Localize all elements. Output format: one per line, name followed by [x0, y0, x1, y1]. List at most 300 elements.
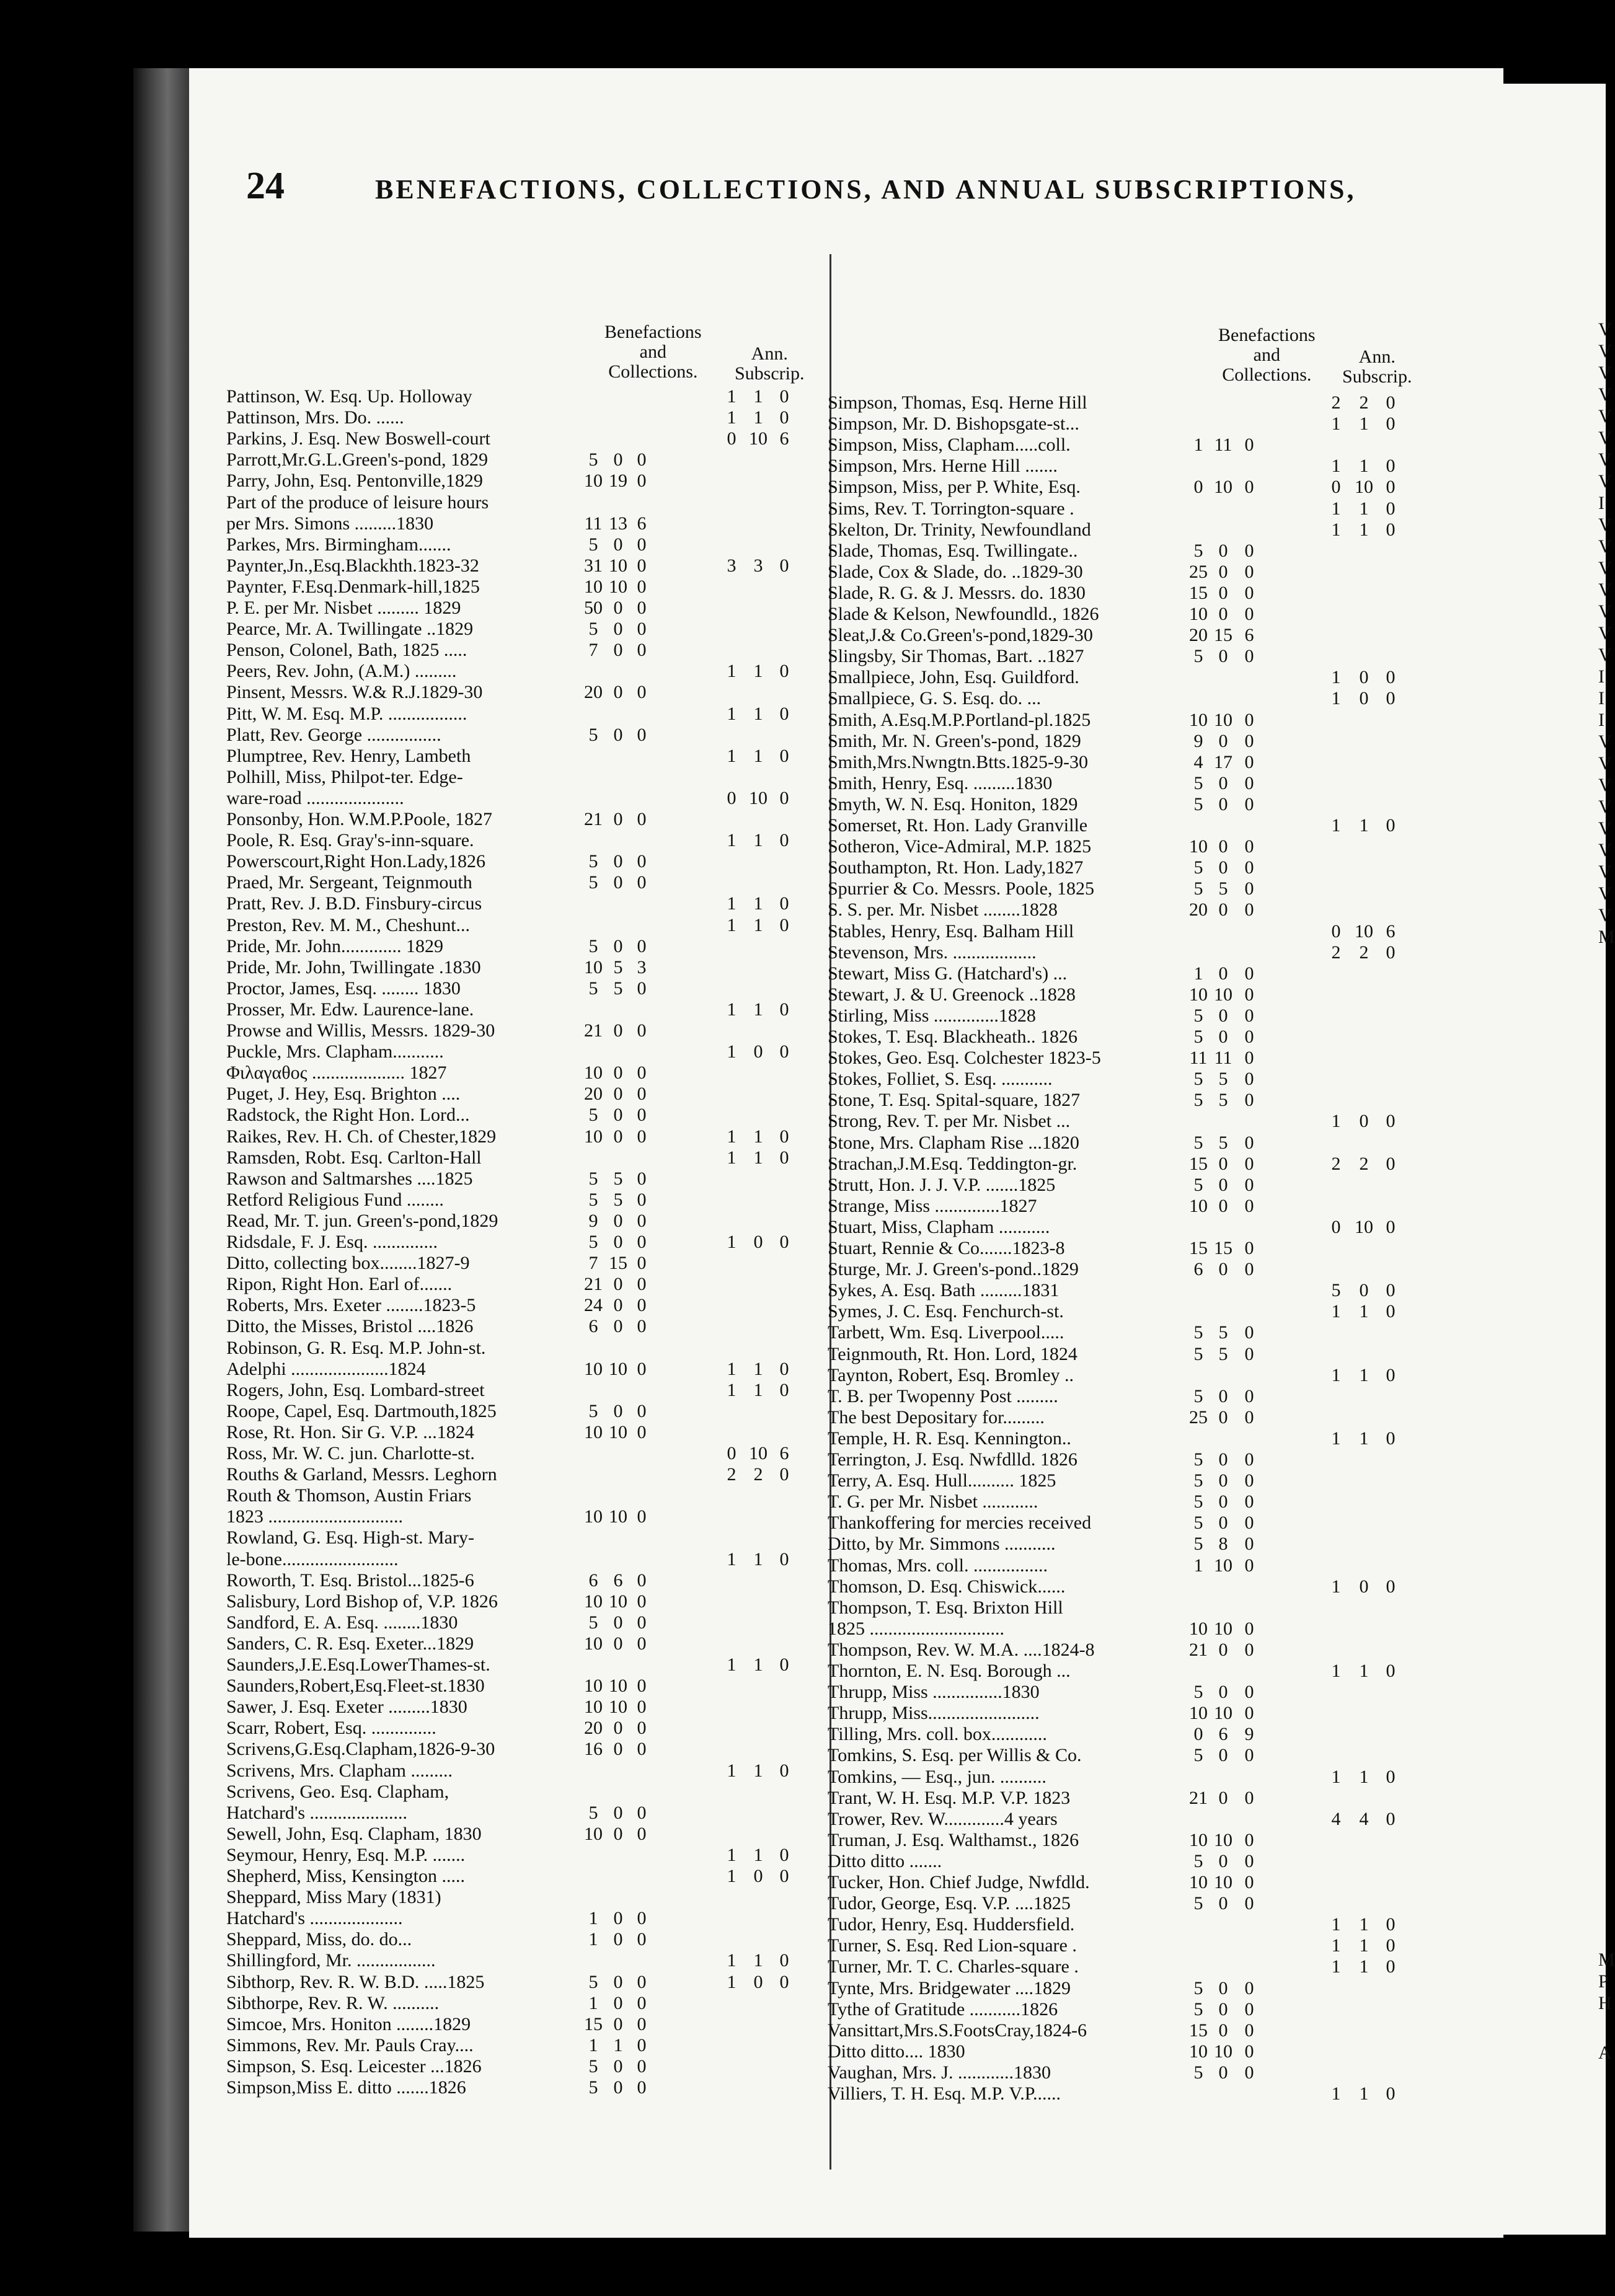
benefaction-amount: 0: [637, 1570, 647, 1591]
entry-name: Vansittart,Mrs.S.FootsCray,1824-6: [828, 2020, 1087, 2041]
benefaction-amount: 0: [1218, 540, 1228, 561]
benefaction-amount: 10: [1214, 1618, 1232, 1639]
benefaction-amount: 0: [1244, 1850, 1254, 1871]
adjacent-page-letter: V: [1598, 406, 1612, 426]
entry-row: [828, 1259, 1485, 1279]
benefaction-amount: 10: [1214, 1829, 1232, 1850]
benefaction-amount: 7: [588, 1253, 598, 1274]
subscription-amount: 1: [1359, 1914, 1369, 1935]
entry-name: Terry, A. Esq. Hull.......... 1825: [828, 1470, 1056, 1491]
benefaction-amount: 0: [1244, 963, 1254, 984]
entry-row: [226, 1485, 865, 1506]
adjacent-page-letter: V: [1598, 753, 1612, 774]
subscription-amount: 0: [1386, 1153, 1396, 1174]
benefaction-amount: 5: [1193, 1893, 1203, 1914]
benefaction-amount: 0: [1218, 1850, 1228, 1871]
entry-name: 1825 .............................: [828, 1618, 1004, 1639]
entry-name: Plumptree, Rev. Henry, Lambeth: [226, 745, 471, 766]
benefaction-amount: 10: [1189, 604, 1208, 624]
subscription-amount: 1: [727, 1358, 737, 1379]
benefaction-amount: 0: [613, 534, 623, 555]
benefaction-amount: 0: [637, 1421, 647, 1442]
entry-row: [226, 640, 865, 660]
entry-row: [828, 1682, 1485, 1702]
benefaction-amount: 0: [637, 1126, 647, 1147]
subscription-amount: 2: [727, 1464, 737, 1485]
benefaction-amount: 0: [637, 619, 647, 640]
benefaction-amount: 0: [1218, 1259, 1228, 1280]
benefaction-amount: 0: [1244, 1449, 1254, 1470]
benefaction-amount: 0: [1218, 1449, 1228, 1470]
benefaction-amount: 0: [637, 872, 647, 893]
entry-row: [828, 1322, 1485, 1343]
subscription-amount: 1: [1331, 1301, 1341, 1322]
entry-row: [828, 794, 1485, 815]
benefaction-amount: 1: [588, 1908, 598, 1929]
benefaction-amount: 0: [1218, 1787, 1228, 1808]
benefaction-amount: 21: [584, 1020, 603, 1041]
entry-name: Puckle, Mrs. Clapham...........: [226, 1041, 444, 1062]
entry-row: [226, 1380, 865, 1400]
subscription-amount: 0: [1386, 392, 1396, 413]
benefaction-amount: 6: [1218, 1724, 1228, 1745]
subscription-amount: 0: [779, 1464, 789, 1485]
benefaction-amount: 0: [1218, 2020, 1228, 2041]
benefaction-amount: 0: [637, 1718, 647, 1739]
entry-row: [226, 872, 865, 893]
benefaction-amount: 0: [637, 1739, 647, 1760]
benefaction-amount: 5: [1193, 1449, 1203, 1470]
benefaction-amount: 0: [613, 1316, 623, 1337]
entry-row: [828, 1830, 1485, 1850]
benefaction-amount: 10: [609, 1676, 627, 1697]
entry-name: Sheppard, Miss, do. do...: [226, 1929, 412, 1950]
subscription-amount: 1: [1331, 667, 1341, 688]
subscription-amount: 0: [1386, 942, 1396, 963]
adjacent-page-letter: I: [1598, 666, 1604, 687]
benefaction-amount: 0: [1244, 1998, 1254, 2020]
benefaction-amount: 0: [637, 1802, 647, 1823]
entry-row: [226, 682, 865, 702]
entry-name: Tudor, George, Esq. V.P. ....1825: [828, 1893, 1071, 1914]
benefaction-amount: 5: [588, 935, 598, 956]
entry-name: Scrivens,G.Esq.Clapham,1826-9-30: [226, 1739, 495, 1760]
entry-name: Terrington, J. Esq. Nwfdlld. 1826: [828, 1449, 1077, 1470]
subscription-amount: 0: [753, 1866, 763, 1886]
benefaction-amount: 0: [613, 1274, 623, 1295]
benefaction-amount: 0: [637, 1253, 647, 1274]
entry-row: [828, 984, 1485, 1005]
benefaction-amount: 0: [613, 1020, 623, 1041]
entry-name: Rawson and Saltmarshes ....1825: [226, 1168, 473, 1189]
benefaction-amount: 5: [588, 1400, 598, 1421]
entry-name: Smallpiece, G. S. Esq. do. ...: [828, 688, 1042, 709]
benefaction-amount: 6: [613, 1570, 623, 1591]
subscription-amount: 0: [779, 745, 789, 766]
subscription-amount: 0: [1359, 1280, 1369, 1301]
benefaction-amount: 10: [1214, 1872, 1232, 1892]
entry-row: [828, 1512, 1485, 1533]
benefaction-amount: 0: [637, 935, 647, 956]
entry-row: [828, 604, 1485, 624]
benefaction-amount: 0: [1218, 1998, 1228, 2020]
subscription-amount: 1: [753, 830, 763, 851]
entry-row: [828, 519, 1485, 540]
benefaction-amount: 5: [588, 1612, 598, 1633]
entry-row: [828, 1048, 1485, 1068]
benefaction-amount: 0: [1244, 582, 1254, 603]
entry-row: [828, 773, 1485, 793]
subscription-amount: 1: [727, 1844, 737, 1865]
entry-row: [226, 1274, 865, 1294]
benefaction-amount: 0: [1218, 582, 1228, 603]
entry-name: Sleat,J.& Co.Green's-pond,1829-30: [828, 625, 1093, 646]
benefaction-amount: 0: [1218, 1195, 1228, 1216]
adjacent-page-letter: V: [1598, 731, 1612, 752]
benefaction-amount: 10: [584, 470, 603, 492]
benefaction-amount: 5: [1218, 1090, 1228, 1111]
entry-name: Simpson, Miss, Clapham.....coll.: [828, 435, 1071, 456]
benefaction-amount: 0: [637, 1020, 647, 1041]
benefaction-amount: 0: [1244, 1703, 1254, 1724]
subscription-amount: 1: [727, 999, 737, 1020]
benefaction-amount: 0: [1244, 1512, 1254, 1534]
entry-name: Sibthorp, Rev. R. W. B.D. .....1825: [226, 1971, 485, 1992]
entry-name: Simpson, S. Esq. Leicester ...1826: [226, 2055, 482, 2077]
entry-name: Turner, S. Esq. Red Lion-square .: [828, 1935, 1077, 1956]
benefaction-amount: 0: [1193, 477, 1203, 498]
benefaction-amount: 0: [1244, 561, 1254, 582]
entry-row: [226, 725, 865, 745]
benefaction-amount: 10: [584, 1591, 603, 1612]
entry-name: The best Depositary for.........: [828, 1406, 1045, 1428]
subscription-amount: 1: [753, 1950, 763, 1971]
benefaction-amount: 0: [637, 1232, 647, 1252]
entry-row: [226, 1993, 865, 2013]
subscription-amount: 0: [1331, 1216, 1341, 1237]
benefaction-amount: 10: [584, 1358, 603, 1379]
entry-name: Stone, T. Esq. Spital-square, 1827: [828, 1090, 1081, 1111]
entry-name: Prowse and Willis, Messrs. 1829-30: [226, 1020, 495, 1041]
entry-name: le-bone.........................: [226, 1548, 399, 1570]
entry-row: [828, 1301, 1485, 1322]
benefaction-amount: 0: [1244, 1385, 1254, 1406]
entry-name: Sandford, E. A. Esq. ........1830: [226, 1612, 458, 1633]
entry-name: Villiers, T. H. Esq. M.P. V.P......: [828, 2083, 1061, 2104]
entry-row: [828, 836, 1485, 857]
adjacent-page-letter: V: [1598, 775, 1612, 795]
benefaction-amount: 5: [1218, 1343, 1228, 1364]
entry-name: Praed, Mr. Sergeant, Teignmouth: [226, 872, 472, 893]
adjacent-page-letter: V: [1598, 428, 1612, 448]
benefaction-amount: 5: [588, 1189, 598, 1210]
benefaction-amount: 5: [1193, 1512, 1203, 1534]
entry-name: Strutt, Hon. J. J. V.P. .......1825: [828, 1174, 1056, 1195]
benefaction-amount: 0: [637, 1908, 647, 1929]
benefaction-amount: 0: [613, 1210, 623, 1231]
entry-name: Ditto, collecting box........1827-9: [226, 1253, 470, 1274]
benefaction-amount: 5: [1193, 1850, 1203, 1871]
entry-row: [828, 1407, 1485, 1428]
benefaction-amount: 10: [1189, 1872, 1208, 1892]
benefaction-amount: 0: [637, 1971, 647, 1992]
entry-name: Somerset, Rt. Hon. Lady Granville: [828, 815, 1088, 836]
entry-name: Adelphi .....................1824: [226, 1358, 426, 1379]
adjacent-page-letter: V: [1598, 449, 1612, 470]
subscription-amount: 1: [727, 1041, 737, 1062]
entry-row: [828, 1217, 1485, 1237]
entry-name: Powerscourt,Right Hon.Lady,1826: [226, 851, 486, 872]
entry-row: [226, 534, 865, 555]
subscription-amount: 1: [727, 1126, 737, 1147]
entry-name: Sewell, John, Esq. Clapham, 1830: [226, 1823, 482, 1844]
entry-name: Φιλαγαθος .................... 1827: [226, 1062, 447, 1084]
benefaction-amount: 0: [637, 576, 647, 597]
subscription-amount: 1: [753, 745, 763, 766]
entry-name: Slingsby, Sir Thomas, Bart. ..1827: [828, 646, 1084, 667]
entry-row: [226, 1950, 865, 1971]
benefaction-amount: 0: [637, 1929, 647, 1950]
entry-row: [226, 1908, 865, 1928]
benefaction-amount: 0: [637, 470, 647, 492]
subscription-amount: 5: [1331, 1280, 1341, 1301]
entry-name: Parkes, Mrs. Birmingham.......: [226, 534, 451, 555]
benefaction-amount: 5: [1193, 1745, 1203, 1766]
subscription-amount: 0: [1386, 519, 1396, 540]
benefaction-amount: 10: [609, 576, 627, 597]
entry-row: [828, 392, 1485, 413]
entry-name: Simpson, Mrs. Herne Hill .......: [828, 456, 1058, 477]
subscription-amount: 1: [1331, 456, 1341, 477]
entry-name: Sturge, Mr. J. Green's-pond..1829: [828, 1259, 1079, 1280]
entry-name: Routh & Thomson, Austin Friars: [226, 1485, 472, 1506]
subscription-amount: 1: [727, 1760, 737, 1781]
benefaction-amount: 20: [1189, 899, 1208, 921]
benefaction-amount: 10: [584, 1633, 603, 1654]
subscription-amount: 1: [727, 914, 737, 935]
benefaction-amount: 0: [1218, 857, 1228, 878]
benefaction-amount: 0: [1218, 1153, 1228, 1174]
benefaction-amount: 0: [1244, 1787, 1254, 1808]
benefaction-amount: 5: [1193, 1385, 1203, 1406]
benefaction-amount: 11: [1189, 1048, 1208, 1069]
benefaction-amount: 16: [584, 1739, 603, 1760]
entry-row: [226, 809, 865, 829]
benefaction-amount: 0: [1218, 730, 1228, 751]
subscription-amount: 0: [1386, 2083, 1396, 2104]
entry-name: Stone, Mrs. Clapham Rise ...1820: [828, 1132, 1079, 1153]
benefaction-amount: 0: [637, 1633, 647, 1654]
entry-name: Simpson, Thomas, Esq. Herne Hill: [828, 392, 1087, 413]
benefaction-amount: 5: [1193, 1998, 1203, 2020]
benefaction-amount: 5: [588, 1232, 598, 1252]
entry-row: [226, 893, 865, 914]
subscription-amount: 0: [1386, 1280, 1396, 1301]
benefaction-amount: 19: [609, 470, 627, 492]
entry-name: Stokes, Geo. Esq. Colchester 1823-5: [828, 1048, 1101, 1069]
entry-name: Preston, Rev. M. M., Cheshunt...: [226, 914, 471, 935]
entry-name: Strange, Miss ..............1827: [828, 1195, 1037, 1216]
entry-row: [828, 963, 1485, 984]
entry-name: Pattinson, W. Esq. Up. Holloway: [226, 386, 472, 407]
entry-row: [828, 752, 1485, 772]
entry-name: Pride, Mr. John............. 1829: [226, 935, 444, 956]
benefaction-amount: 5: [588, 2055, 598, 2077]
entry-name: Robinson, G. R. Esq. M.P. John-st.: [226, 1337, 486, 1358]
benefaction-amount: 0: [613, 1929, 623, 1950]
subscription-amount: 1: [1331, 1111, 1341, 1132]
entry-name: Smith, A.Esq.M.P.Portland-pl.1825: [828, 709, 1091, 730]
entry-name: Sheppard, Miss Mary (1831): [226, 1887, 441, 1908]
benefaction-amount: 0: [637, 449, 647, 470]
benefaction-amount: 0: [637, 851, 647, 872]
subscription-amount: 0: [1386, 1956, 1396, 1977]
benefaction-amount: 0: [613, 1105, 623, 1126]
entry-row: [226, 830, 865, 850]
entry-name: Tomkins, — Esq., jun. ..........: [828, 1766, 1046, 1787]
entry-name: Ditto, by Mr. Simmons ...........: [828, 1534, 1056, 1555]
benefaction-amount: 0: [637, 682, 647, 703]
benefaction-amount: 10: [1214, 984, 1232, 1005]
adjacent-page-letter: V: [1598, 883, 1612, 904]
benefaction-amount: 5: [613, 1168, 623, 1189]
entry-name: T. G. per Mr. Nisbet ............: [828, 1491, 1038, 1512]
entry-name: Smith, Henry, Esq. .........1830: [828, 772, 1053, 793]
adjacent-page-letter: V: [1598, 384, 1612, 405]
benefaction-amount: 0: [1218, 561, 1228, 582]
benefaction-amount: 0: [613, 2013, 623, 2034]
entry-row: [226, 957, 865, 978]
benefaction-amount: 0: [637, 1210, 647, 1231]
benefaction-amount: 0: [1244, 1090, 1254, 1111]
entry-name: Simmons, Rev. Mr. Pauls Cray....: [226, 2034, 474, 2055]
entry-row: [226, 513, 865, 534]
entry-name: Part of the produce of leisure hours: [226, 492, 489, 513]
benefaction-amount: 1: [1193, 963, 1203, 984]
adjacent-page-edge: [1493, 84, 1615, 2235]
subscription-amount: 0: [779, 1950, 789, 1971]
benefaction-amount: 0: [1244, 540, 1254, 561]
subscription-amount: 1: [1359, 815, 1369, 836]
benefaction-amount: 15: [1189, 582, 1208, 603]
benefaction-amount: 0: [1244, 1470, 1254, 1491]
benefaction-amount: 0: [1218, 899, 1228, 921]
entry-row: [226, 2077, 865, 2098]
benefaction-amount: 5: [1193, 1027, 1203, 1047]
entry-row: [828, 1576, 1485, 1597]
adjacent-page-letter: H: [1598, 1993, 1612, 2013]
subscription-amount: 1: [753, 703, 763, 724]
subscription-amount: 1: [753, 1358, 763, 1379]
entry-name: Smyth, W. N. Esq. Honiton, 1829: [828, 793, 1078, 815]
entry-name: Platt, Rev. George ................: [226, 724, 441, 745]
subscription-amount: 0: [1386, 1808, 1396, 1829]
benefaction-amount: 3: [637, 956, 647, 978]
subscription-amount: 2: [1359, 1153, 1369, 1174]
benefaction-amount: 13: [609, 513, 627, 534]
benefactions-header: Benefactions and Collections.: [1218, 325, 1316, 385]
benefaction-amount: 10: [584, 1506, 603, 1527]
benefaction-amount: 0: [1218, 1745, 1228, 1766]
entry-row: [226, 1316, 865, 1336]
benefaction-amount: 0: [613, 1062, 623, 1084]
entry-name: Peers, Rev. John, (A.M.) .........: [226, 661, 457, 682]
benefaction-amount: 0: [1244, 1618, 1254, 1639]
entry-name: Pinsent, Messrs. W.& R.J.1829-30: [226, 682, 483, 703]
entry-row: [226, 1760, 865, 1781]
subscription-amount: 0: [779, 661, 789, 682]
entry-row: [828, 1640, 1485, 1660]
entry-name: Slade & Kelson, Newfoundld., 1826: [828, 604, 1099, 624]
entry-row: [828, 1978, 1485, 1998]
entry-name: Stokes, Folliet, S. Esq. ...........: [828, 1069, 1053, 1090]
benefaction-amount: 6: [588, 1570, 598, 1591]
benefaction-amount: 5: [1218, 1322, 1228, 1343]
benefaction-amount: 0: [1244, 435, 1254, 456]
benefaction-amount: 0: [613, 872, 623, 893]
entry-row: [226, 1105, 865, 1125]
entry-row: [828, 1449, 1485, 1470]
entry-name: Stevenson, Mrs. ..................: [828, 942, 1037, 963]
entry-name: Ross, Mr. W. C. jun. Charlotte-st.: [226, 1443, 475, 1464]
benefaction-amount: 0: [1218, 1491, 1228, 1512]
entry-row: [226, 1549, 865, 1570]
entry-name: Simpson,Miss E. ditto .......1826: [226, 2077, 466, 2098]
subscription-amount: 6: [779, 1443, 789, 1464]
entry-row: [226, 1443, 865, 1464]
benefaction-amount: 0: [1218, 1512, 1228, 1534]
benefaction-amount: 0: [1218, 646, 1228, 667]
subscription-amount: 1: [1331, 1956, 1341, 1977]
adjacent-page-letter: V: [1598, 818, 1612, 839]
benefaction-amount: 10: [584, 1823, 603, 1844]
benefaction-amount: 5: [1193, 1491, 1203, 1512]
entry-name: Shillingford, Mr. .................: [226, 1950, 436, 1971]
entry-name: Slade, R. G. & J. Messrs. do. 1830: [828, 582, 1086, 603]
benefaction-amount: 5: [1193, 1534, 1203, 1555]
benefaction-amount: 0: [1244, 878, 1254, 899]
subscription-amount: 3: [753, 555, 763, 576]
benefaction-amount: 0: [613, 1232, 623, 1252]
benefaction-amount: 0: [613, 1802, 623, 1823]
subscription-amount: 0: [1386, 1111, 1396, 1132]
entry-name: Parrott,Mr.G.L.Green's-pond, 1829: [226, 449, 489, 470]
entry-row: [226, 1126, 865, 1147]
adjacent-page-letter: V: [1598, 536, 1612, 557]
benefaction-amount: 9: [1193, 730, 1203, 751]
entry-row: [226, 1739, 865, 1759]
benefaction-amount: 4: [1193, 751, 1203, 772]
entry-name: Tilling, Mrs. coll. box............: [828, 1724, 1047, 1745]
benefaction-amount: 0: [613, 598, 623, 618]
subscription-amount: 1: [1359, 2083, 1369, 2104]
benefaction-amount: 0: [1244, 1406, 1254, 1428]
entry-name: Retford Religious Fund ........: [226, 1189, 444, 1210]
benefaction-amount: 10: [1189, 1195, 1208, 1216]
subscription-amount: 1: [753, 1126, 763, 1147]
entry-name: Sibthorpe, Rev. R. W. ..........: [226, 1992, 440, 2013]
entry-name: Pattinson, Mrs. Do. ......: [226, 407, 404, 428]
entry-row: [828, 731, 1485, 751]
entry-row: [828, 646, 1485, 666]
subscription-amount: 1: [727, 1379, 737, 1400]
entry-row: [226, 1654, 865, 1675]
benefaction-amount: 10: [1189, 836, 1208, 857]
benefaction-amount: 0: [1244, 772, 1254, 793]
subscription-amount: 0: [1386, 1364, 1396, 1385]
entry-row: [226, 407, 865, 428]
entry-name: Sanders, C. R. Esq. Exeter...1829: [226, 1633, 474, 1654]
